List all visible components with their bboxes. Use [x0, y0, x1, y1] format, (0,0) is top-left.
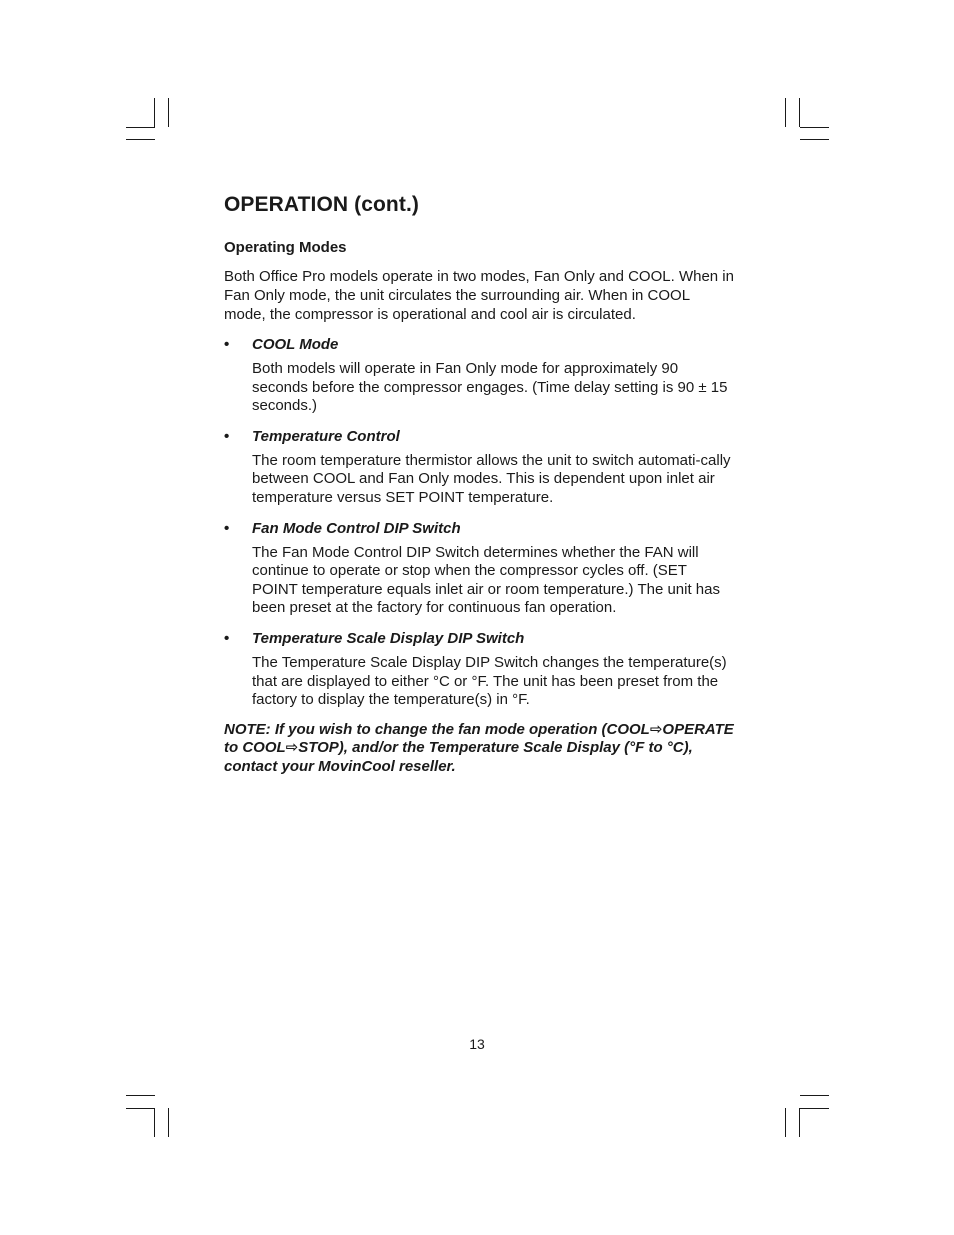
section-title: OPERATION (cont.) [224, 193, 419, 216]
bullet: • [224, 427, 230, 445]
bullet: • [224, 629, 230, 647]
page-number: 13 [469, 1036, 485, 1052]
crop-mark [800, 1095, 829, 1096]
intro-paragraph: Both Office Pro models operate in two modes, Fan Only and COOL. When in Fan Only mode, the unit circulates the surrounding air. When in COOL mode, the compressor is operational and cool air is circulated. [224, 268, 734, 323]
crop-mark [126, 1095, 155, 1096]
item-text: The room temperature thermistor allows the unit to switch automati-cally between COOL and Fan Only modes. This is dependent upon inlet air temperature versus SET POINT temperature. [252, 451, 731, 506]
crop-mark [154, 98, 155, 127]
bullet: • [224, 519, 230, 537]
note-paragraph: NOTE: If you wish to change the fan mode operation (COOL⇨OPERATE to COOL⇨STOP), and/or the Temperature Scale Display (°F to °C), contact your MovinCool reseller. [224, 720, 734, 776]
list-item-cool-mode [224, 335, 734, 416]
crop-mark [785, 1108, 786, 1137]
item-title: Temperature Control [252, 427, 400, 445]
item-text: Both models will operate in Fan Only mode for approximately 90 seconds before the compressor engages. (Time delay setting is 90 ± 15 seconds.) [252, 360, 728, 415]
item-text: The Temperature Scale Display DIP Switch changes the temperature(s) that are displayed to either °C or °F. The unit has been preset from the factory to display the temperature(s) in °F. [252, 653, 727, 709]
page-content [224, 190, 734, 777]
crop-mark [168, 98, 169, 127]
crop-mark [126, 127, 155, 128]
list-item-fan-mode-dip-switch [224, 519, 734, 618]
crop-mark [799, 98, 800, 127]
crop-mark [800, 127, 829, 128]
crop-mark [800, 1108, 829, 1109]
item-text: The Fan Mode Control DIP Switch determines whether the FAN will continue to operate or stop when the compressor cycles off. (SET POINT temperature equals inlet air or room temperature.) The unit has been preset at the factory for continuous fan operation. [252, 543, 720, 617]
crop-mark [785, 98, 786, 127]
list-item-temperature-scale-dip-switch [224, 629, 734, 710]
item-title: COOL Mode [252, 336, 339, 353]
crop-mark [168, 1108, 169, 1137]
item-title: Temperature Scale Display DIP Switch [252, 629, 525, 647]
list-item-temperature-control [224, 427, 734, 508]
crop-mark [154, 1108, 155, 1137]
crop-mark [126, 139, 155, 140]
subheading: Operating Modes [224, 239, 347, 256]
crop-mark [799, 1108, 800, 1137]
bullet: • [224, 336, 230, 353]
item-title: Fan Mode Control DIP Switch [252, 519, 461, 537]
crop-mark [800, 139, 829, 140]
crop-mark [126, 1108, 155, 1109]
